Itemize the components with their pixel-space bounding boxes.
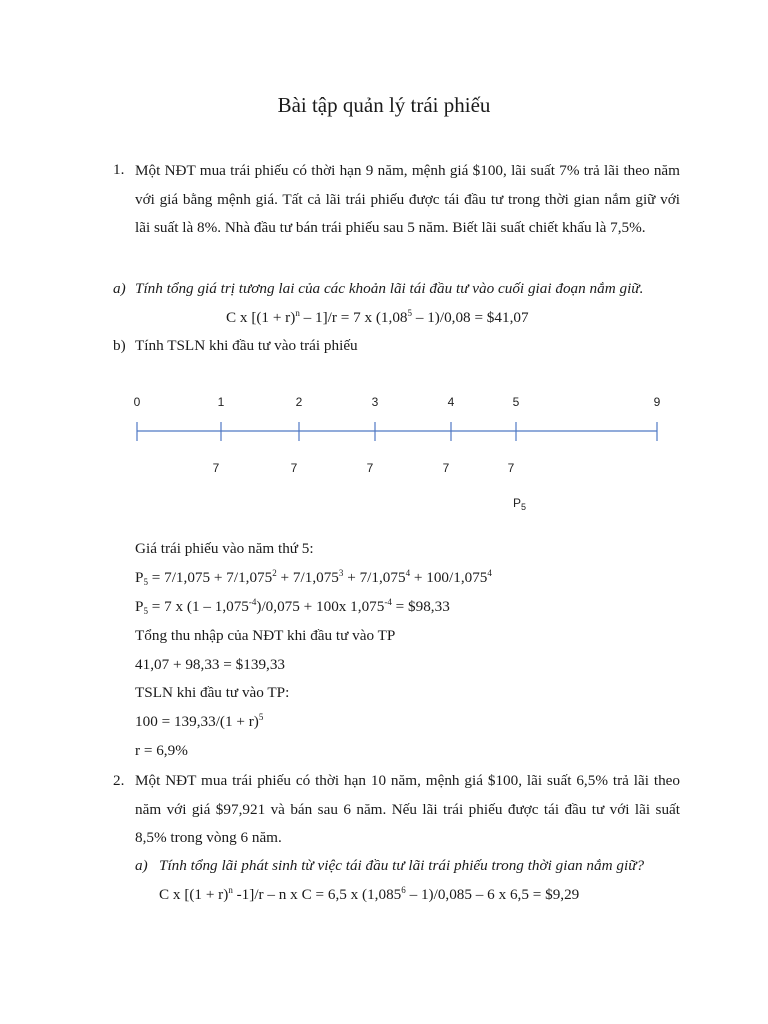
timeline-period-label: 0 <box>133 395 141 409</box>
q1-part-a-label: a) <box>113 280 126 297</box>
work-line-5: 41,07 + 98,33 = $139,33 <box>135 656 286 673</box>
document-title: Bài tập quản lý trái phiếu <box>277 93 491 117</box>
work-line-2: $P_5 = 7/1,075 + 7/1,075^2 + 7/1,075^3 + 7/1,075^4 + 100/1,075^4$ <box>135 568 492 587</box>
q2-part-a-label: a) <box>135 857 148 874</box>
q1-part-b-label: b) <box>113 337 126 354</box>
question-2-text: Một NĐT mua trái phiếu có thời hạn 10 năm, mệnh giá $100, lãi suất 6,5% trả lãi theo năm với giá $97,921 và bán sau 6 năm. Nếu lãi trái phiếu được tái đầu tư với lãi suất 8,5% trong vòng 6 năm. <box>135 772 680 846</box>
q1-part-a-formula: C x $[(1 + r)^n - 1]/r = 7$ x (1,08$^5$ – 1)/0,08 = $41,07 <box>226 308 529 326</box>
work-line-7: $100 = 139,33/(1 + r)^5$ <box>135 712 264 730</box>
timeline-period-label: 5 <box>512 395 520 409</box>
question-2-number: 2. <box>113 772 125 789</box>
timeline-period-label: 1 <box>217 395 225 409</box>
timeline-period-label: 9 <box>653 395 661 409</box>
work-line-6: TSLN khi đầu tư vào TP: <box>135 684 290 701</box>
work-line-1: Giá trái phiếu vào năm thứ 5: <box>135 540 314 557</box>
question-1-text: Một NĐT mua trái phiếu có thời hạn 9 năm, mệnh giá $100, lãi suất 7% trả lãi theo năm với giá bằng mệnh giá. Tất cả lãi trái phiếu được tái đầu tư trong thời gian nắm giữ với lãi suất là 8%. Nhà đầu tư bán trái phiếu sau 5 năm. Biết lãi suất chiết khấu là 7,5%. <box>135 162 680 236</box>
timeline-period-label: 4 <box>447 395 455 409</box>
timeline-cashflow-label: 7 <box>507 461 515 475</box>
work-line-3: $P_5 = 7$ x $(1 - 1,075^{-4})/0,075 + 100x$ $1,075^{-4}$ = $98,33 <box>135 597 450 616</box>
cashflow-timeline <box>0 380 768 520</box>
q1-part-b-text: Tính TSLN khi đầu tư vào trái phiếu <box>135 337 358 354</box>
timeline-cashflow-label: 7 <box>442 461 450 475</box>
timeline-cashflow-label: 7 <box>290 461 298 475</box>
work-line-8: r = 6,9% <box>135 742 188 759</box>
question-1-number: 1. <box>113 161 125 178</box>
timeline-cashflow-label: 7 <box>212 461 220 475</box>
timeline-period-label: 3 <box>371 395 379 409</box>
q2-part-a-formula: C x [$(1 + r)^n$ -1]/r – n x C = 6,5 x (1,085$^6$ – 1)/0,085 – 6 x 6,5 = $9,29 <box>159 885 580 903</box>
work-line-4: Tổng thu nhập của NĐT khi đầu tư vào TP <box>135 627 396 644</box>
timeline-price-label: $P_5$ <box>513 496 527 512</box>
timeline-cashflow-label: 7 <box>366 461 374 475</box>
q1-part-a-text: Tính tổng giá trị tương lai của các khoản lãi tái đầu tư vào cuối giai đoạn nắm giữ. <box>135 280 644 297</box>
q2-part-a-text: Tính tổng lãi phát sinh từ việc tái đầu tư lãi trái phiếu trong thời gian nắm giữ? <box>159 857 645 874</box>
timeline-period-label: 2 <box>295 395 303 409</box>
